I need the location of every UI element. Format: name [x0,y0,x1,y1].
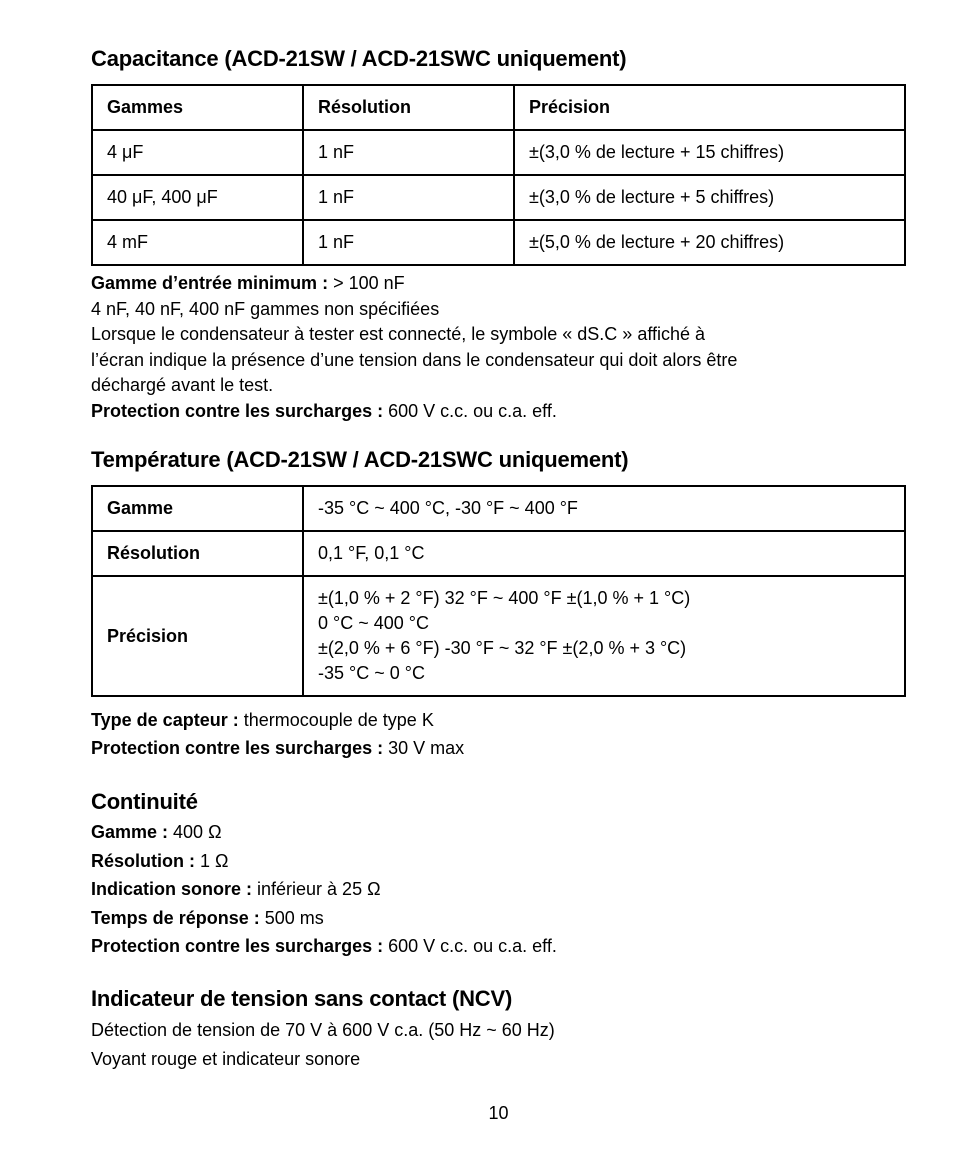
table-cell: -35 °C ~ 400 °C, -30 °F ~ 400 °F [303,486,905,531]
capacitance-notes [91,271,906,424]
response-line [91,904,906,933]
table-header-row [92,85,905,130]
min-input-value: > 100 nF [328,273,405,293]
table-cell [303,576,905,696]
table-row [92,576,905,696]
row-label: Précision [92,576,303,696]
resolution-value: 1 Ω [195,850,229,871]
row-label: Résolution [92,531,303,576]
page-number: 10 [488,1103,509,1123]
temperature-notes [91,706,906,762]
table-row [92,531,905,576]
overload-line [91,734,906,762]
overload-label: Protection contre les surcharges : [91,936,384,956]
header-cell: Précision [514,85,905,130]
capacitance-table [91,84,906,266]
table-cell: ±(5,0 % de lecture + 20 chiffres) [514,220,905,265]
range-label: Gamme : [91,822,169,842]
range-line [91,818,906,847]
discharge-note-line: l’écran indique la présence d’une tension dans le condensateur qui doit alors être [91,349,738,370]
table-row [92,220,905,265]
table-row [92,130,905,175]
continuity-heading: Continuité [91,789,198,814]
table-cell: 4 μF [92,130,303,175]
ncv-heading: Indicateur de tension sans contact (NCV) [91,986,513,1011]
accuracy-line: ±(2,0 % + 6 °F) -30 °F ~ 32 °F ±(2,0 % + 3 °C) [318,638,687,658]
temperature-table [91,485,906,697]
beep-label: Indication sonore : [91,879,253,899]
overload-label: Protection contre les surcharges : [91,738,384,758]
min-input-line [91,271,906,297]
header-cell: Gammes [92,85,303,130]
range-value: 400 Ω [168,822,222,842]
table-row [92,486,905,531]
table-cell: 40 μF, 400 μF [92,175,303,220]
sensor-line [91,706,906,734]
temperature-heading: Température (ACD-21SW / ACD-21SWC uniquement) [91,447,629,472]
table-cell: 1 nF [303,130,514,175]
sensor-value: thermocouple de type K [238,710,434,730]
table-cell: 0,1 °F, 0,1 °C [303,531,905,576]
accuracy-line: ±(1,0 % + 2 °F) 32 °F ~ 400 °F ±(1,0 % + 1 °C) [318,588,691,608]
min-input-label: Gamme d’entrée minimum : [91,273,329,293]
accuracy-line: 0 °C ~ 400 °C [318,613,429,633]
table-cell: 4 mF [92,220,303,265]
table-cell: ±(3,0 % de lecture + 15 chiffres) [514,130,905,175]
overload-line [91,932,906,961]
response-label: Temps de réponse : [91,907,260,928]
ncv-specs [91,1016,906,1074]
capacitance-heading: Capacitance (ACD-21SW / ACD-21SWC uniquement) [91,46,627,71]
overload-value: 600 V c.c. ou c.a. eff. [383,400,557,421]
accuracy-line: -35 °C ~ 0 °C [318,663,425,683]
unspecified-ranges: 4 nF, 40 nF, 400 nF gammes non spécifiées [91,298,440,319]
row-label: Gamme [92,486,303,531]
response-value: 500 ms [259,907,324,928]
overload-value: 30 V max [383,738,465,758]
table-cell: ±(3,0 % de lecture + 5 chiffres) [514,175,905,220]
continuity-specs [91,818,906,961]
overload-line [91,399,906,425]
ncv-detection-line: Détection de tension de 70 V à 600 V c.a. (50 Hz ~ 60 Hz) [91,1020,555,1040]
sensor-label: Type de capteur : [91,710,239,730]
resolution-line [91,847,906,876]
overload-value: 600 V c.c. ou c.a. eff. [383,936,557,956]
overload-label: Protection contre les surcharges : [91,400,384,421]
beep-value: inférieur à 25 Ω [252,879,381,899]
discharge-note-line: déchargé avant le test. [91,375,274,395]
table-row [92,175,905,220]
table-cell: 1 nF [303,175,514,220]
resolution-label: Résolution : [91,850,195,871]
header-cell: Résolution [303,85,514,130]
table-cell: 1 nF [303,220,514,265]
beep-line [91,875,906,904]
ncv-indicator-line: Voyant rouge et indicateur sonore [91,1049,361,1069]
discharge-note-line: Lorsque le condensateur à tester est connecté, le symbole « dS.C » affiché à [91,324,706,344]
